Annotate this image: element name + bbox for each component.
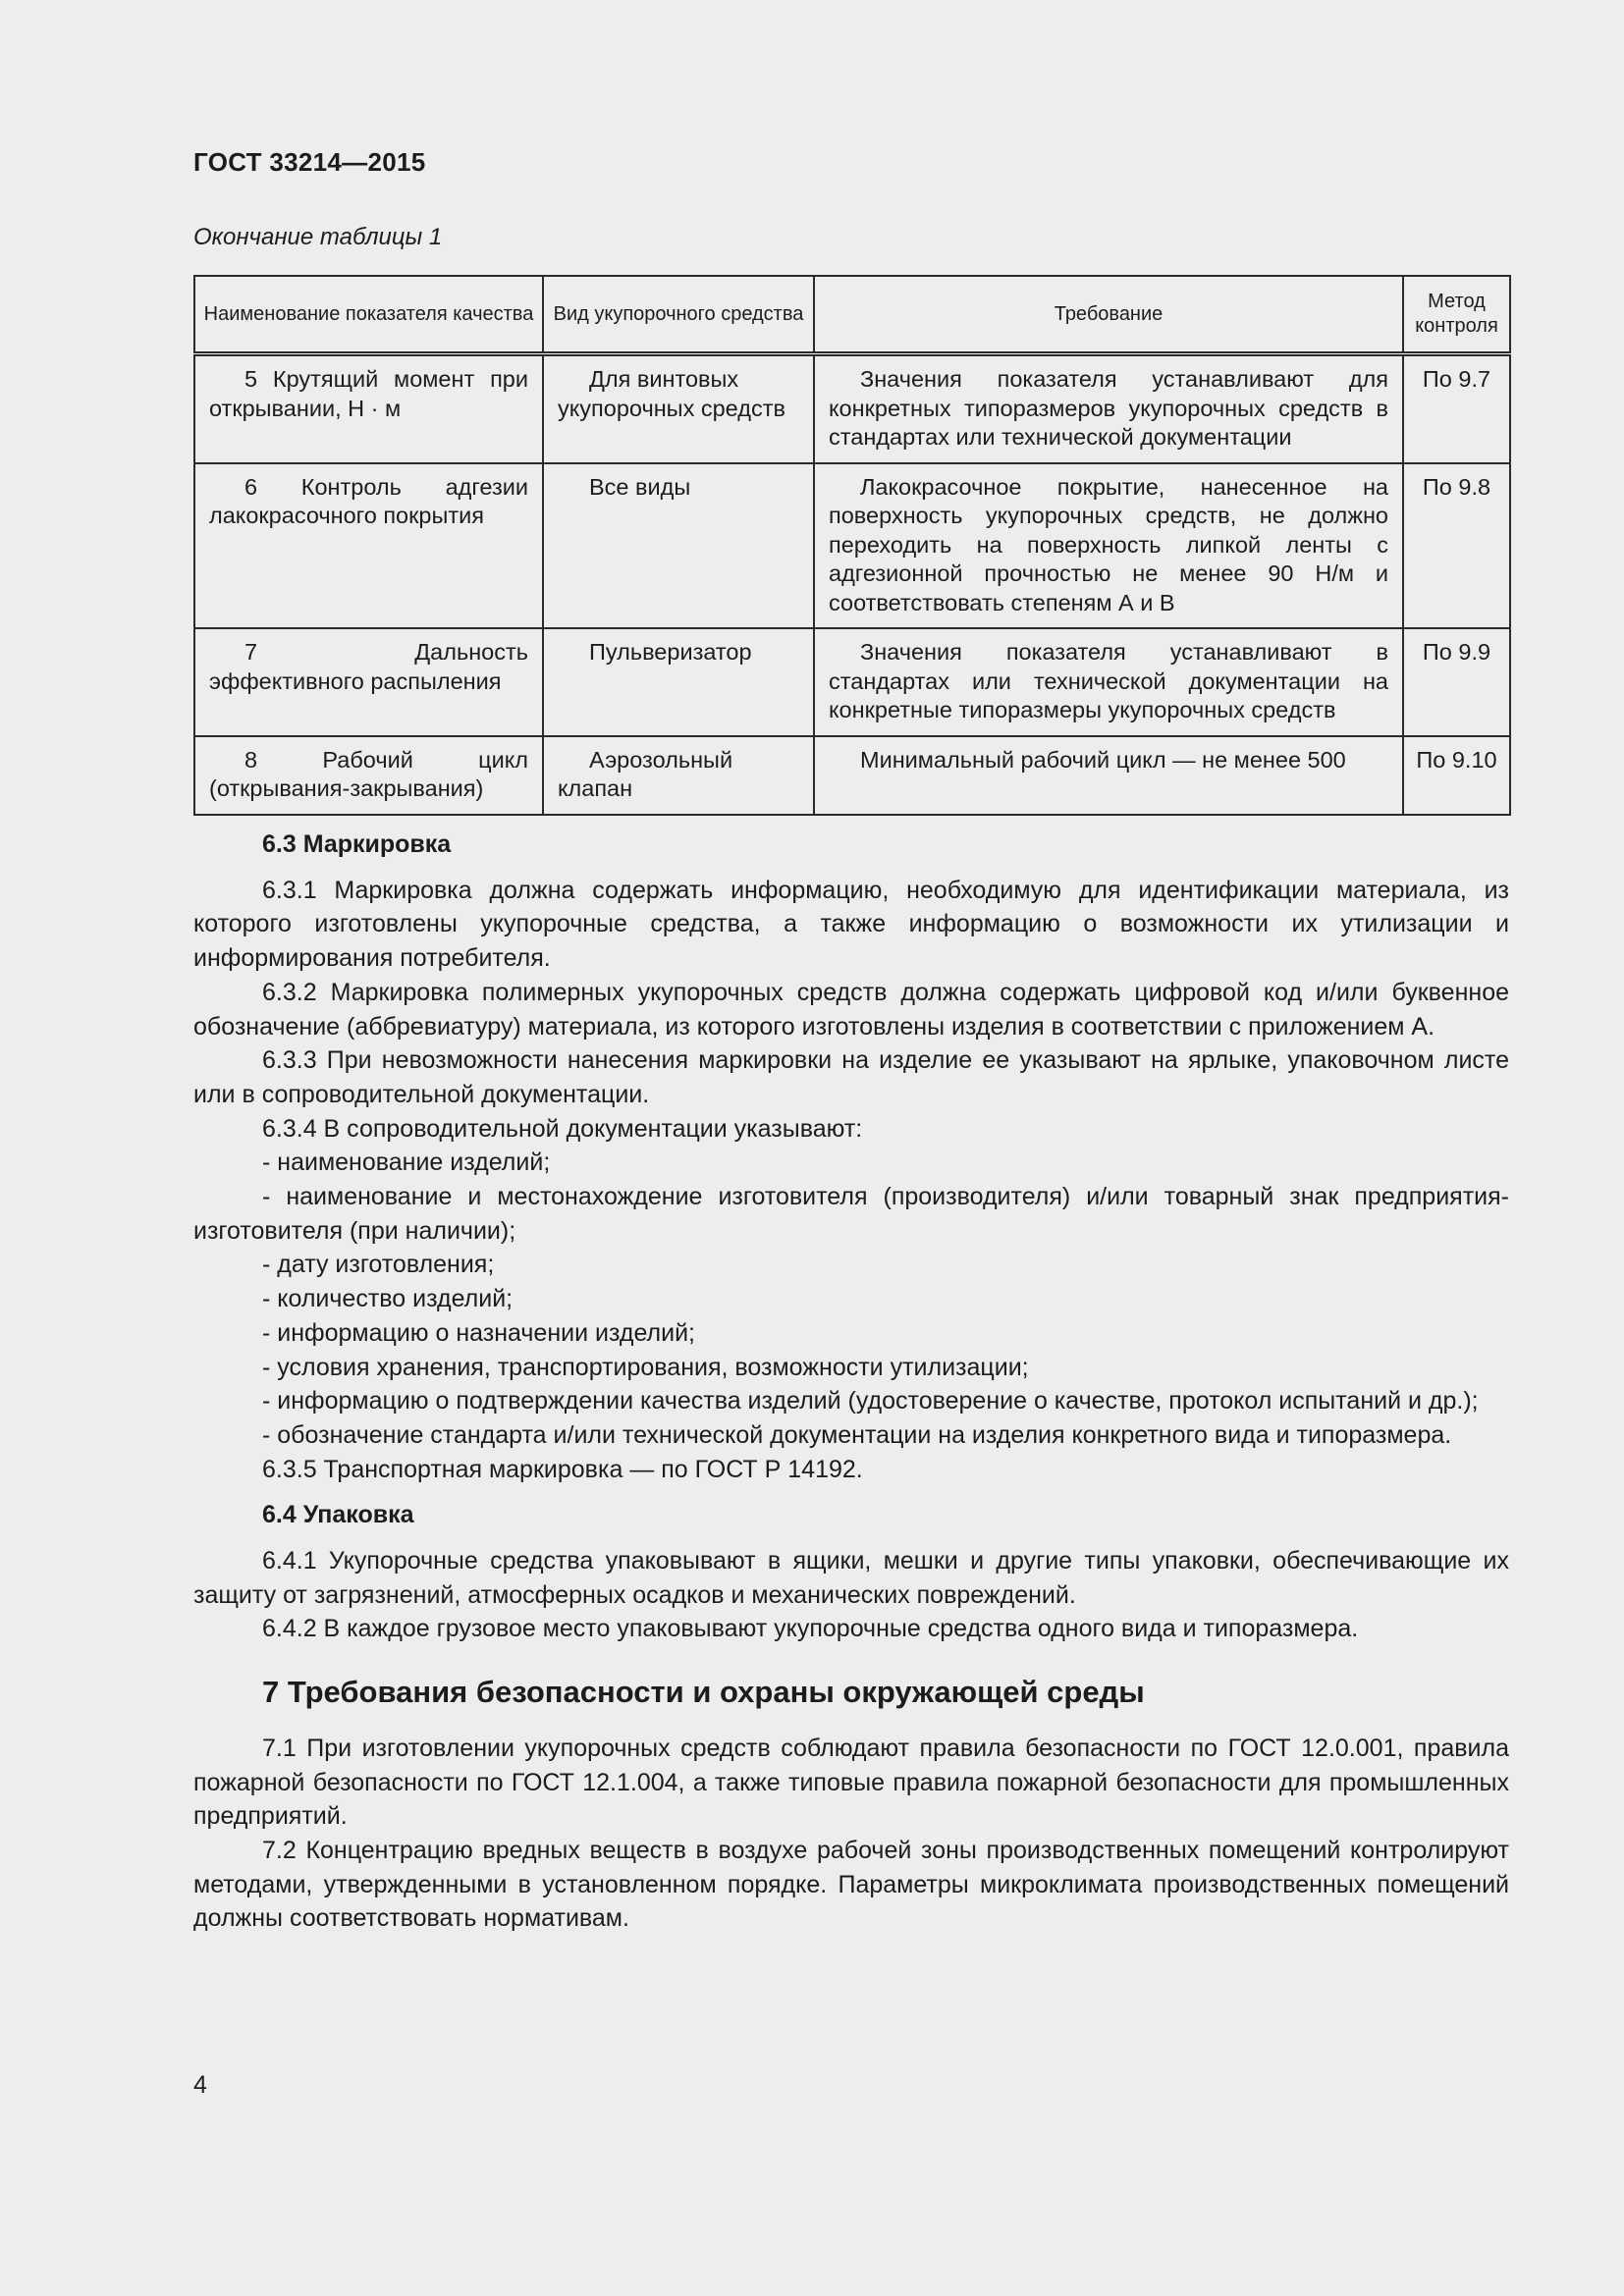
list-item: - наименование изделий; <box>262 1148 551 1177</box>
column-header: Наименование показателя качества <box>194 276 543 354</box>
table-header-row <box>194 276 1510 354</box>
paragraph-6-4-2: 6.4.2 В каждое грузовое место упаковывают укупорочные средства одного вида и типоразмера. <box>262 1615 1359 1643</box>
requirement-cell: Минимальный рабочий цикл — не менее 500 <box>814 736 1403 815</box>
requirement-cell: Значения показателя устанавливают для конкретных типоразмеров укупорочных средств в стандартах или технической документации <box>814 354 1403 463</box>
table-row <box>194 354 1510 463</box>
quality-indicator-cell <box>194 463 543 629</box>
table-row <box>194 463 1510 629</box>
paragraph-6-3-5: 6.3.5 Транспортная маркировка — по ГОСТ Р 14192. <box>262 1455 863 1483</box>
page-number: 4 <box>193 2071 207 2099</box>
list-item: - наименование и местонахождение изготовителя (производителя) и/или товарный знак предприятия-изготовителя (при наличии); <box>193 1183 1509 1245</box>
section-heading-6-3: 6.3 Маркировка <box>262 830 452 858</box>
document-header: ГОСТ 33214—2015 <box>193 147 426 177</box>
table-row <box>194 628 1510 736</box>
closure-type-cell <box>543 736 814 815</box>
control-method-cell: По 9.9 <box>1403 628 1510 736</box>
list-item: - информацию о подтверждении качества изделий (удостоверение о качестве, протокол испытаний и др.); <box>262 1387 1479 1415</box>
closure-type-cell <box>543 354 814 463</box>
control-method-cell: По 9.10 <box>1403 736 1510 815</box>
section-heading-6-4: 6.4 Упаковка <box>262 1501 414 1529</box>
paragraph-7-1: 7.1 При изготовлении укупорочных средств соблюдают правила безопасности по ГОСТ 12.0.001, правила пожарной безопасности по ГОСТ 12.1.004, а также типовые правила пожарной безопасности для промышленных предприятий. <box>193 1734 1509 1831</box>
cell-text: 6 Контроль адгезии лакокрасочного покрытия <box>209 473 528 528</box>
cell-text: Пульверизатор <box>589 639 752 665</box>
closure-type-cell <box>543 628 814 736</box>
column-header: Вид укупорочного средства <box>543 276 814 354</box>
paragraph-7-2: 7.2 Концентрацию вредных веществ в воздухе рабочей зоны производственных помещений контролируют методами, утвержденными в установленном порядке. Параметры микроклимата производственных помещений должны соответствовать нормативам. <box>193 1836 1509 1933</box>
list-item: - информацию о назначении изделий; <box>262 1318 696 1347</box>
paragraph-6-3-1: 6.3.1 Маркировка должна содержать информацию, необходимую для идентификации материала, из которого изготовлены укупорочные средства, а также информацию о возможности их утилизации и информирования потребителя. <box>193 876 1509 973</box>
closure-type-cell <box>543 463 814 629</box>
list-item: - обозначение стандарта и/или технической документации на изделия конкретного вида и типоразмера. <box>262 1420 1452 1449</box>
quality-indicator-cell <box>194 628 543 736</box>
list-item: - количество изделий; <box>262 1285 514 1313</box>
document-body <box>193 828 1509 1936</box>
list-item: - дату изготовления; <box>262 1251 495 1279</box>
control-method-cell: По 9.7 <box>1403 354 1510 463</box>
paragraph-6-3-3: 6.3.3 При невозможности нанесения маркировки на изделие ее указывают на ярлыке, упаковочном листе или в сопроводительной документации. <box>193 1046 1509 1108</box>
column-header: Метод контроля <box>1403 276 1510 354</box>
section-heading-7: 7 Требования безопасности и охраны окружающей среды <box>262 1675 1145 1710</box>
control-method-cell: По 9.8 <box>1403 463 1510 629</box>
cell-text: Для винтовых укупорочных средств <box>558 366 785 421</box>
list-item: - условия хранения, транспортирования, возможности утилизации; <box>262 1353 1029 1381</box>
cell-text: 7 Дальность эффективного распыления <box>209 639 528 694</box>
cell-text: Все виды <box>589 473 691 500</box>
quality-indicator-cell <box>194 354 543 463</box>
cell-text: 5 Крутящий момент при открывании, Н · м <box>209 366 528 421</box>
paragraph-6-4-1: 6.4.1 Укупорочные средства упаковывают в ящики, мешки и другие типы упаковки, обеспечивающие их защиту от загрязнений, атмосферных осадков и механических повреждений. <box>193 1547 1509 1609</box>
column-header: Требование <box>814 276 1403 354</box>
paragraph-6-3-4: 6.3.4 В сопроводительной документации указывают: <box>262 1114 863 1143</box>
table-caption: Окончание таблицы 1 <box>193 224 443 250</box>
quality-indicator-cell <box>194 736 543 815</box>
cell-text: Аэрозольный клапан <box>558 746 733 801</box>
cell-text: 8 Рабочий цикл (открывания-закрывания) <box>209 746 528 801</box>
requirements-table <box>193 275 1511 816</box>
requirement-cell: Лакокрасочное покрытие, нанесенное на поверхность укупорочных средств, не должно переходить на поверхность липкой ленты с адгезионной прочностью не менее 90 Н/м и соответствовать степеням А и В <box>814 463 1403 629</box>
requirement-cell: Значения показателя устанавливают в стандартах или технической документации на конкретные типоразмеры укупорочных средств <box>814 628 1403 736</box>
paragraph-6-3-2: 6.3.2 Маркировка полимерных укупорочных средств должна содержать цифровой код и/или буквенное обозначение (аббревиатуру) материала, из которого изготовлены изделия в соответствии с приложением А. <box>193 978 1509 1041</box>
table-row <box>194 736 1510 815</box>
